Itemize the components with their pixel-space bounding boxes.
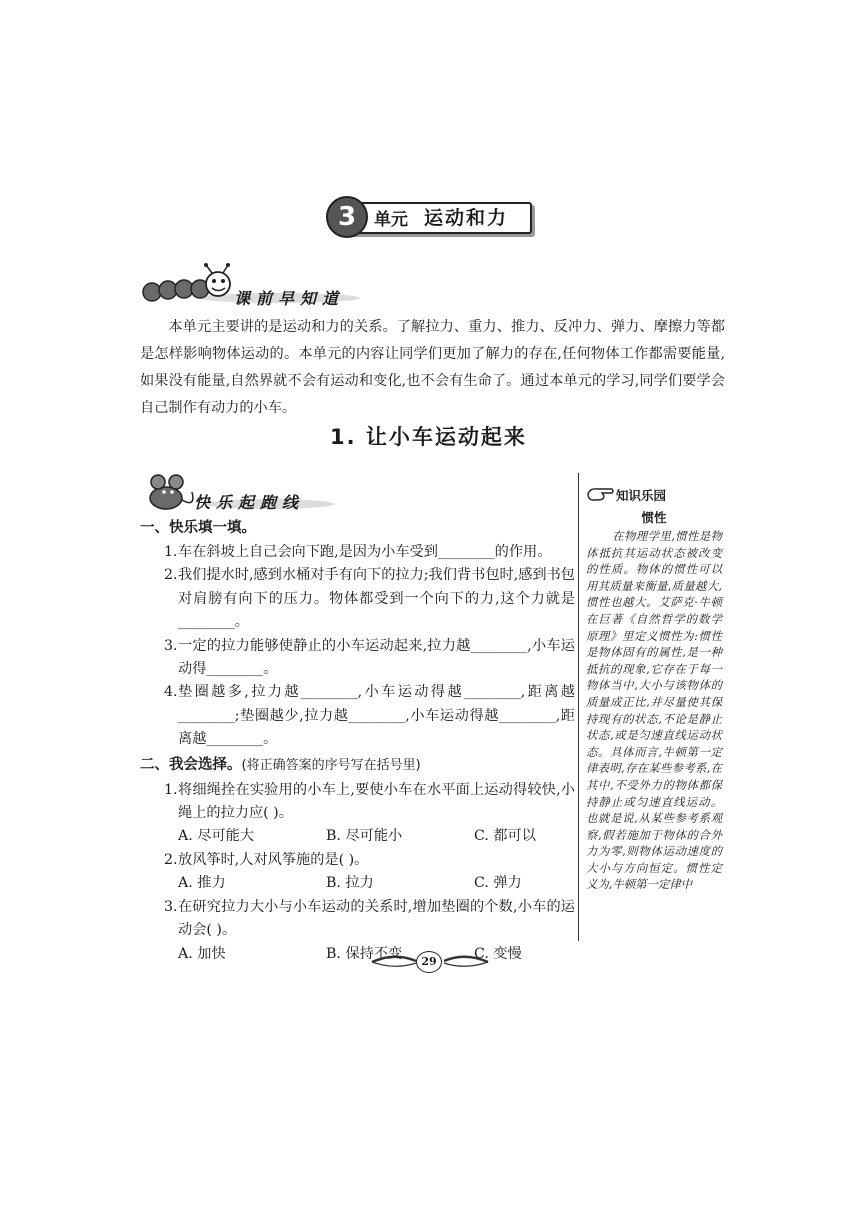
warmup-heading-text: 快乐起跑线 <box>194 493 305 512</box>
option-c: C. 变慢 <box>474 945 522 962</box>
lesson-title: 1. 让小车运动起来 <box>330 425 527 449</box>
choice-options-3 <box>140 943 575 966</box>
choice-question-2 <box>140 849 575 872</box>
warmup-heading <box>140 470 340 514</box>
section2-title-text: 二、我会选择。 <box>140 756 242 773</box>
exercise-column <box>140 515 575 966</box>
fill-question-4 <box>140 681 575 751</box>
choice-options-1 <box>140 825 575 848</box>
unit-label: 单元 <box>374 210 408 230</box>
sidebar-subtitle: 惯性 <box>641 510 667 525</box>
question-text: 一定的拉力能够使静止的小车运动起来,拉力越________,小车运动得________。 <box>178 637 575 678</box>
section1-title: 一、快乐填一填。 <box>140 520 256 536</box>
fill-question-3 <box>140 635 575 682</box>
question-text: 将细绳拴在实验用的小车上,要使小车在水平面上运动得较快,小绳上的拉力应( )。 <box>178 781 575 822</box>
question-number: 3. <box>164 637 178 654</box>
unit-title: 运动和力 <box>424 207 509 229</box>
sidebar-heading <box>586 484 722 506</box>
option-b: B. 拉力 <box>326 875 374 892</box>
option-a: A. 尽可能大 <box>178 828 255 845</box>
page-number: 29 <box>416 951 442 973</box>
option-a: A. 推力 <box>178 875 226 892</box>
option-b: B. 保持不变 <box>326 945 403 962</box>
section2-title <box>140 752 575 779</box>
question-text: 在研究拉力大小与小车运动的关系时,增加垫圈的个数,小车的运动会( )。 <box>178 898 575 939</box>
knowledge-sidebar <box>586 484 722 893</box>
pointing-hand-icon <box>586 484 614 504</box>
option-b: B. 尽可能小 <box>326 828 403 845</box>
sidebar-divider <box>578 473 579 941</box>
question-number: 2. <box>164 851 178 868</box>
choice-question-1 <box>140 779 575 826</box>
question-number: 3. <box>164 898 178 915</box>
preclass-heading <box>140 262 360 310</box>
fill-question-1 <box>140 541 575 564</box>
question-number: 2. <box>164 567 178 584</box>
section2-note: (将正确答案的序号写在括号里) <box>241 757 421 773</box>
question-text: 我们提水时,感到水桶对手有向下的拉力;我们背书包时,感到书包对肩膀有向下的压力。物体都受到一个向下的力,这个力就是________。 <box>178 567 575 631</box>
option-c: C. 弹力 <box>474 875 522 892</box>
unit-banner <box>326 196 532 236</box>
preclass-heading-text: 课前早知道 <box>234 289 345 308</box>
question-number: 4. <box>164 684 178 701</box>
preclass-intro: 本单元主要讲的是运动和力的关系。了解拉力、重力、推力、反冲力、弹力、摩擦力等都是怎样影响物体运动的。本单元的内容让同学们更加了解力的存在,任何物体工作都需要能量,如果没有能量,自然界就不会有运动和变化,也不会有生命了。通过本单元的学习,同学们要学会自己制作有动力的小车。 <box>140 319 725 416</box>
sidebar-body: 在物理学里,惯性是物体抵抗其运动状态被改变的性质。物体的惯性可以用其质量来衡量,质量越大,惯性也越大。艾萨克·牛顿在巨著《自然哲学的数学原理》里定义惯性为:惯性是物体固有的属性,是一种抵抗的现象,它存在于每一物体当中,大小与该物体的质量成正比,并尽量使其保持现有的状态,不论是静止状态,或是匀速直线运动状态。具体而言,牛顿第一定律表明,存在某些参考系,在其中,不受外力的物体都保持静止或匀速直线运动。也就是说,从某些参考系观察,假若施加于物体的合外力为零,则物体运动速度的大小与方向恒定。惯性定义为,牛顿第一定律中 <box>586 529 722 892</box>
question-text: 放风筝时,人对风筝施的是( )。 <box>178 851 369 868</box>
sidebar-heading-text: 知识乐园 <box>616 488 667 503</box>
choice-options-2 <box>140 872 575 895</box>
question-number: 1. <box>164 781 178 798</box>
option-c: C. 都可以 <box>474 828 536 845</box>
unit-number-badge: 3 <box>326 196 368 238</box>
question-text: 垫圈越多,拉力越________,小车运动得越________,距离越________;垫圈越少,拉力越________,小车运动得越________,距离越________。 <box>178 684 575 748</box>
choice-question-3 <box>140 896 575 943</box>
fill-question-2 <box>140 564 575 634</box>
option-a: A. 加快 <box>178 945 226 962</box>
question-number: 1. <box>164 544 178 560</box>
page-footer <box>370 950 490 974</box>
question-text: 车在斜坡上自己会向下跑,是因为小车受到________的作用。 <box>178 544 552 560</box>
